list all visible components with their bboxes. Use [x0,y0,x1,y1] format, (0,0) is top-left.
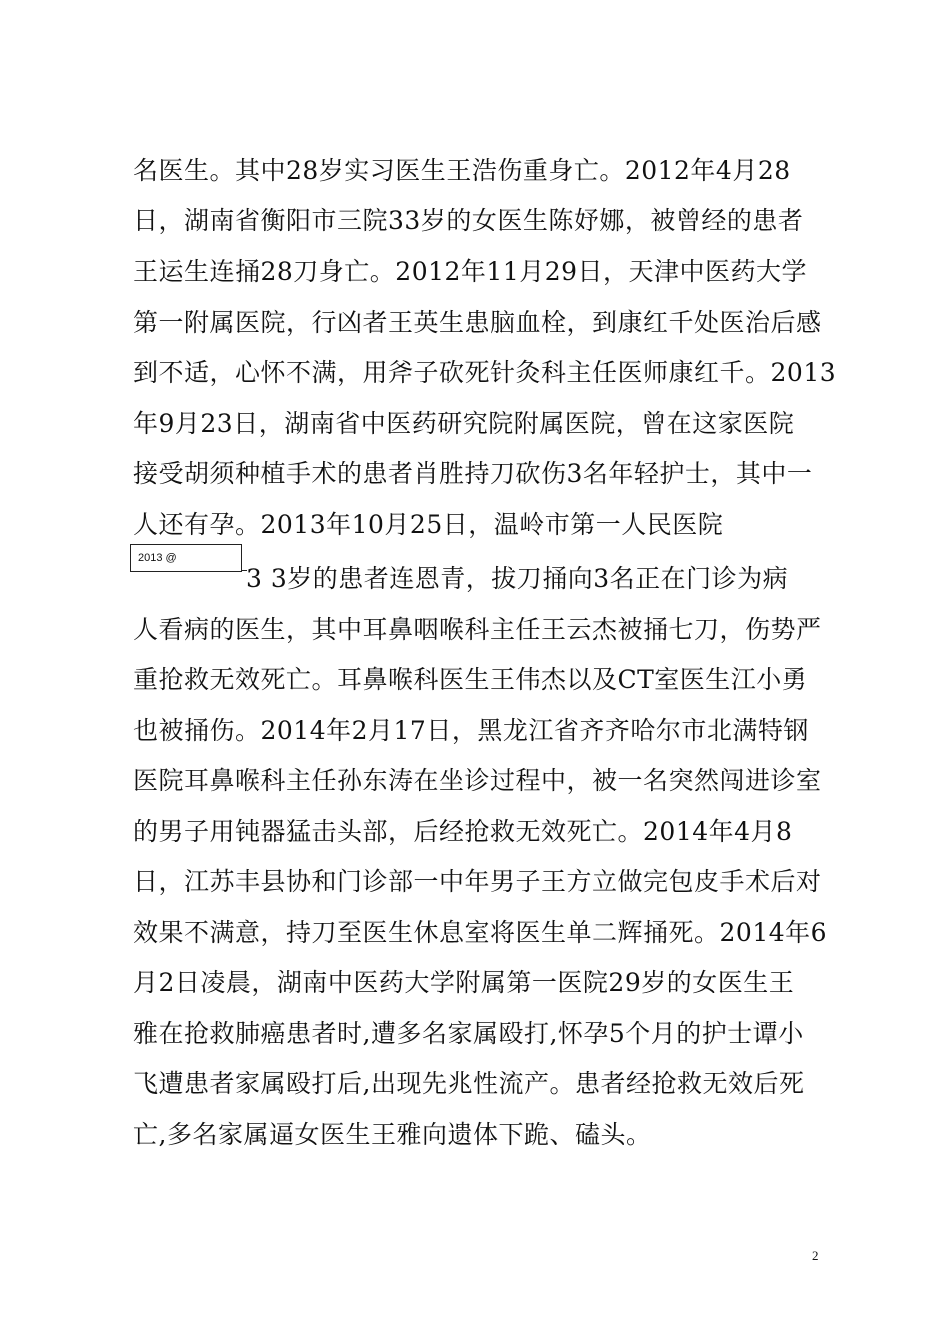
body-text-line: 人还有孕。2013年10月25日，温岭市第一人民医院 [133,510,724,539]
body-text-line: 名医生。其中28岁实习医生王浩伤重身亡。2012年4月28 [133,156,791,185]
body-text-line: 医院耳鼻喉科主任孙东涛在坐诊过程中，被一名突然闯进诊室 [133,766,822,795]
body-text-line: 也被捅伤。2014年2月17日，黑龙江省齐齐哈尔市北满特钢 [133,716,809,745]
body-text-line: 人看病的医生，其中耳鼻咽喉科主任王云杰被捅七刀，伤势严 [133,615,822,644]
body-text-line: 王运生连捅28刀身亡。2012年11月29日，天津中医药大学 [133,257,808,286]
body-text-line: 日，江苏丰县协和门诊部一中年男子王方立做完包皮手术后对 [133,867,822,896]
body-text-line: 亡,多名家属逼女医生王雅向遗体下跪、磕头。 [133,1120,652,1149]
body-text-line: 重抢救无效死亡。耳鼻喉科医生王伟杰以及CT室医生江小勇 [133,665,808,694]
page-number: 2 [812,1248,819,1263]
body-text-line: 3 3岁的患者连恩青，拔刀捅向3名正在门诊为病 [246,564,789,593]
body-text-line: 效果不满意，持刀至医生休息室将医生单二辉捅死。2014年6 [133,918,828,947]
inline-text-box[interactable]: 2013 @ [130,544,242,572]
body-text-line: 的男子用钝器猛击头部，后经抢救无效死亡。2014年4月8 [133,817,793,846]
body-text-line: 年9月23日，湖南省中医药研究院附属医院，曾在这家医院 [133,409,795,438]
body-text-line: 到不适，心怀不满，用斧子砍死针灸科主任医师康红千。2013 [133,358,837,387]
body-text-line: 第一附属医院，行凶者王英生患脑血栓，到康红千处医治后感 [133,308,822,337]
body-text-line: 接受胡须种植手术的患者肖胜持刀砍伤3名年轻护士，其中一 [133,459,813,488]
body-text-line: 日，湖南省衡阳市三院33岁的女医生陈妤娜，被曾经的患者 [133,206,804,235]
body-text-line: 雅在抢救肺癌患者时,遭多名家属殴打,怀孕5个月的护士谭小 [133,1019,804,1048]
body-text-line: 飞遭患者家属殴打后,出现先兆性流产。患者经抢救无效后死 [133,1069,805,1098]
body-text-line: 月2日凌晨，湖南中医药大学附属第一医院29岁的女医生王 [133,968,795,997]
